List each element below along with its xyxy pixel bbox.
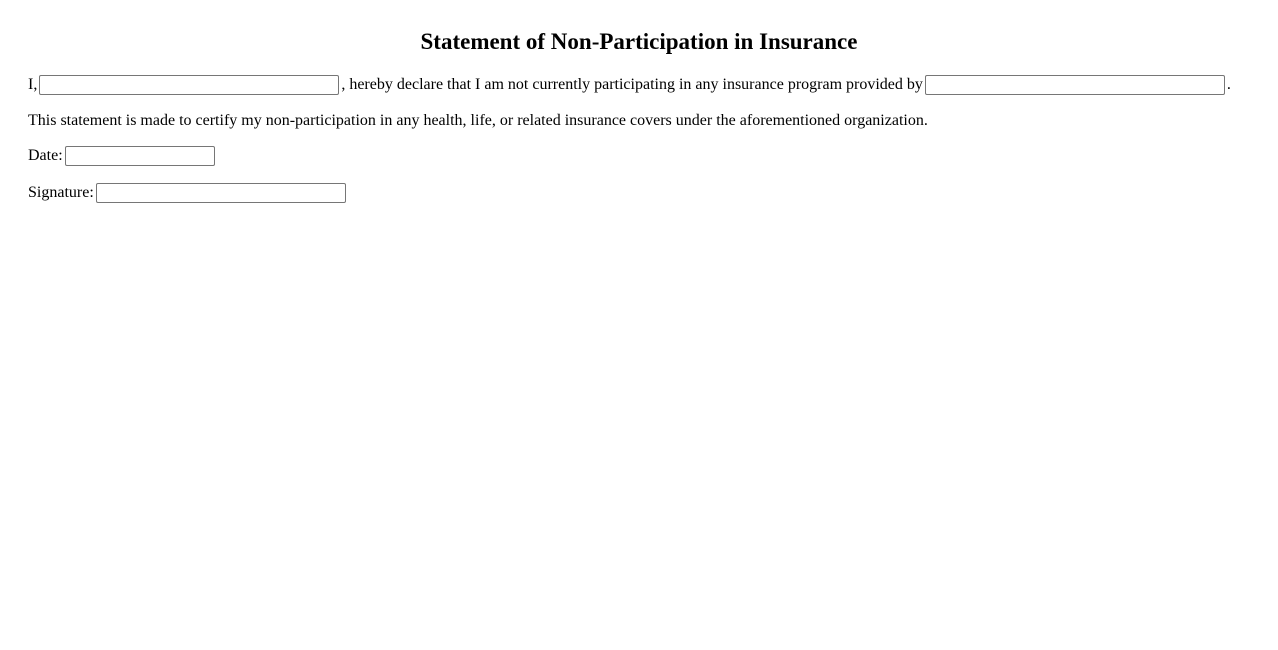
name-input[interactable] [39, 75, 339, 95]
date-label: Date: [28, 147, 63, 164]
document-page [0, 0, 1278, 204]
organization-input[interactable] [925, 75, 1225, 95]
certification-statement: This statement is made to certify my non-participation in any health, life, or related insurance covers under the aforementioned organization. [28, 112, 928, 129]
declaration-suffix: . [1226, 76, 1231, 93]
declaration-middle-text: , hereby declare that I am not currently participating in any insurance program provided by [341, 76, 923, 93]
date-line [28, 145, 1250, 167]
declaration-prefix: I, [28, 76, 38, 93]
document-title: Statement of Non-Participation in Insurance [420, 29, 858, 54]
signature-label: Signature: [28, 184, 94, 201]
date-input[interactable] [65, 146, 215, 166]
declaration-line [28, 74, 1250, 96]
signature-line [28, 182, 1250, 204]
signature-input[interactable] [96, 183, 346, 203]
